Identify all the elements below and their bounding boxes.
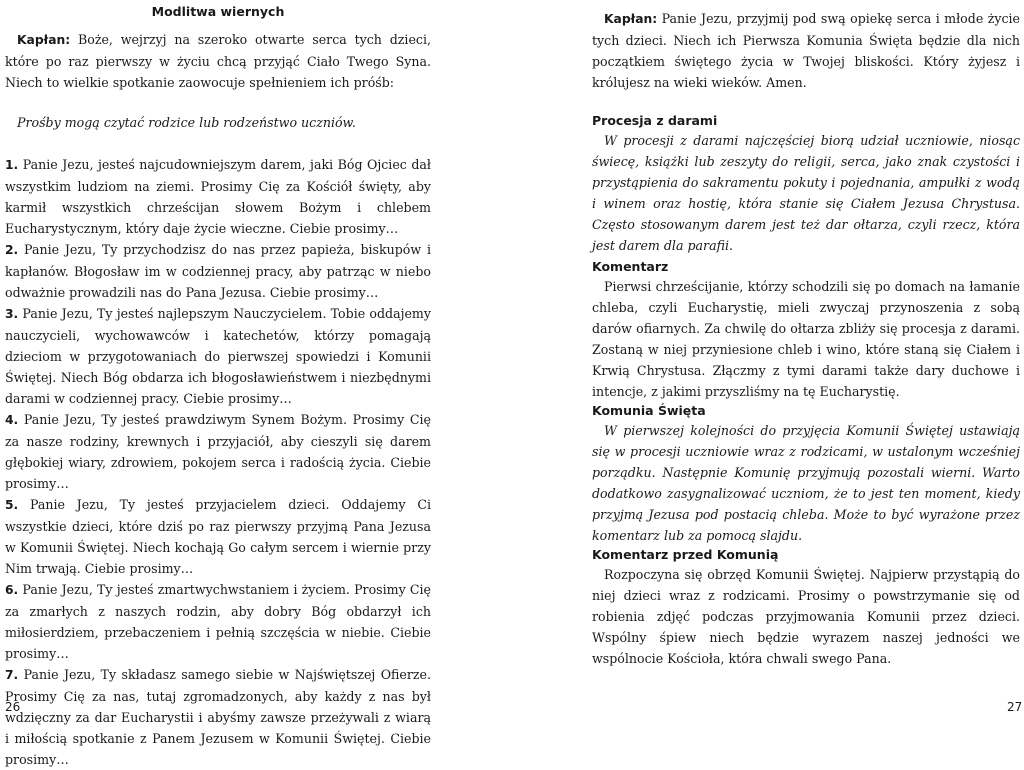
section-pre-communion — [592, 546, 1020, 669]
section-procession — [592, 112, 1020, 256]
petition-text: Panie Jezu, jesteś najcudowniejszym darem, jaki Bóg Ojciec dał wszystkim ludziom na ziemi. Prosimy Cię za Kościół święty, aby karmił wszystkich chrześcijan słowem Bożym i chlebem Eucharystycznym, który daje życie wieczne. Ciebie prosimy… — [5, 157, 431, 236]
section-heading: Komentarz przed Komunią — [592, 547, 779, 562]
petitions-note: Prośby mogą czytać rodzice lub rodzeństwo uczniów. — [17, 115, 356, 130]
petition-item — [5, 579, 431, 664]
petition-number: 6. — [5, 583, 19, 597]
section-communion — [592, 402, 1020, 546]
petition-item — [5, 409, 431, 494]
priest-intro-text: Boże, wejrzyj na szeroko otwarte serca tych dzieci, które po raz pierwszy w życiu chcą przyjąć Ciało Twego Syna. Niech to wielkie spotkanie zaowocuje spełnieniem ich próśb: — [5, 32, 431, 90]
petition-text: Panie Jezu, Ty przychodzisz do nas przez papieża, biskupów i kapłanów. Błogosław im w codziennej pracy, aby patrząc w niebo odważnie prowadzili nas do Pana Jezusa. Ciebie prosimy… — [5, 242, 431, 300]
priest-label: Kapłan: — [604, 12, 658, 26]
petition-number: 4. — [5, 413, 19, 427]
section-heading: Komentarz — [592, 259, 669, 274]
petition-text: Panie Jezu, Ty jesteś zmartwychwstaniem i życiem. Prosimy Cię za zmarłych z naszych rodzin, aby dobry Bóg obdarzył ich miłosierdziem, przebaczeniem i pełnią szczęścia w niebie. Ciebie prosimy… — [5, 582, 431, 661]
petition-item — [5, 239, 431, 303]
petition-text: Panie Jezu, Ty jesteś przyjacielem dzieci. Oddajemy Ci wszystkie dzieci, które dziś po raz pierwszy przyjmą Pana Jezusa w Komunii Świętej. Niech kochają Go całym sercem i wiernie przy Nim trwają. Ciebie prosimy… — [5, 497, 431, 576]
section-heading: Procesja z darami — [592, 113, 718, 128]
petition-text: Panie Jezu, Ty jesteś najlepszym Nauczycielem. Tobie oddajemy nauczycieli, wychowawców i katechetów, którzy pomagają dzieciom w przygotowaniach do pierwszej spowiedzi i Komunii Świętej. Niech Bóg obdarza ich błogosławieństwem i niezbędnymi darami w codziennej pracy. Ciebie prosimy… — [5, 306, 431, 406]
petition-text: Panie Jezu, Ty jesteś prawdziwym Synem Bożym. Prosimy Cię za nasze rodziny, krewnych i przyjaciół, aby cieszyli się darem głębokiej wiary, zdrowiem, pokojem serca i radością życia. Ciebie prosimy… — [5, 412, 431, 491]
petition-number: 3. — [5, 307, 19, 321]
petition-item — [5, 494, 431, 579]
petition-item — [5, 303, 431, 409]
petition-number: 2. — [5, 243, 19, 257]
petition-text: Panie Jezu, Ty składasz samego siebie w Najświętszej Ofierze. Prosimy Cię za nas, tutaj zgromadzonych, aby każdy z nas był wdzięczny za dar Eucharystii i abyśmy zawsze przeżywali z wiarą i miłością spotkanie z Panem Jezusem w Komunii Świętej. Ciebie prosimy… — [5, 667, 431, 767]
priest-closing — [592, 8, 1020, 93]
priest-label: Kapłan: — [17, 33, 71, 47]
section-heading: Komunia Święta — [592, 403, 706, 418]
priest-intro — [5, 29, 431, 93]
section-text: Rozpoczyna się obrzęd Komunii Świętej. Najpierw przystąpią do niej dzieci wraz z rodzicami. Prosimy o powstrzymanie się od robienia zdjęć podczas przyjmowania Komunii przez dzieci. Wspólny śpiew niech będzie wyrazem naszej jedności we wspólnocie Kościoła, która chwali swego Pana. — [592, 567, 1020, 666]
petition-number: 5. — [5, 498, 19, 512]
petition-item — [5, 154, 431, 239]
page-title: Modlitwa wiernych — [151, 4, 285, 19]
priest-closing-text: Panie Jezu, przyjmij pod swą opiekę serca i młode życie tych dzieci. Niech ich Pierwsza Komunia Święta będzie dla nich początkiem świętego życia w Twojej bliskości. Który żyjesz i królujesz na wieki wieków. Amen. — [592, 11, 1020, 90]
page-number: 27 — [1007, 700, 1023, 714]
petition-item — [5, 664, 431, 770]
petition-number: 7. — [5, 668, 19, 682]
section-text: W procesji z darami najczęściej biorą udział uczniowie, niosąc świecę, książki lub zeszyty do religii, serca, jako znak czystości i przystąpienia do sakramentu pokuty i pojednania, ampułki z wodą i winem oraz hostię, która stanie się Ciałem Jezusa Chrystusa. Często stosowanym darem jest też dar ołtarza, czyli rzecz, która jest darem dla parafii. — [592, 133, 1020, 253]
petition-number: 1. — [5, 158, 19, 172]
page-number: 26 — [5, 700, 21, 714]
section-commentary — [592, 258, 1020, 402]
petitions-list — [5, 154, 431, 770]
section-text: Pierwsi chrześcijanie, którzy schodzili się po domach na łamanie chleba, czyli Eucharystię, mieli zwyczaj przynoszenia z sobą darów ofiarnych. Za chwilę do ołtarza zbliży się procesja z darami. Zostaną w niej przyniesione chleb i wino, które staną się Ciałem i Krwią Chrystusa. Złączmy z tymi darami także dary duchowe i intencje, z jakimi przyszliśmy na tę Eucharystię. — [592, 279, 1020, 399]
section-text: W pierwszej kolejności do przyjęcia Komunii Świętej ustawiają się w procesji uczniowie wraz z rodzicami, w ustalonym wcześniej porządku. Następnie Komunię przyjmują pozostali wierni. Warto dodatkowo zasygnalizować uczniom, że to jest ten moment, kiedy przyjmą Jezusa pod postacią chleba. Może to być wyrażone przez komentarz lub za pomocą slajdu. — [592, 423, 1020, 543]
